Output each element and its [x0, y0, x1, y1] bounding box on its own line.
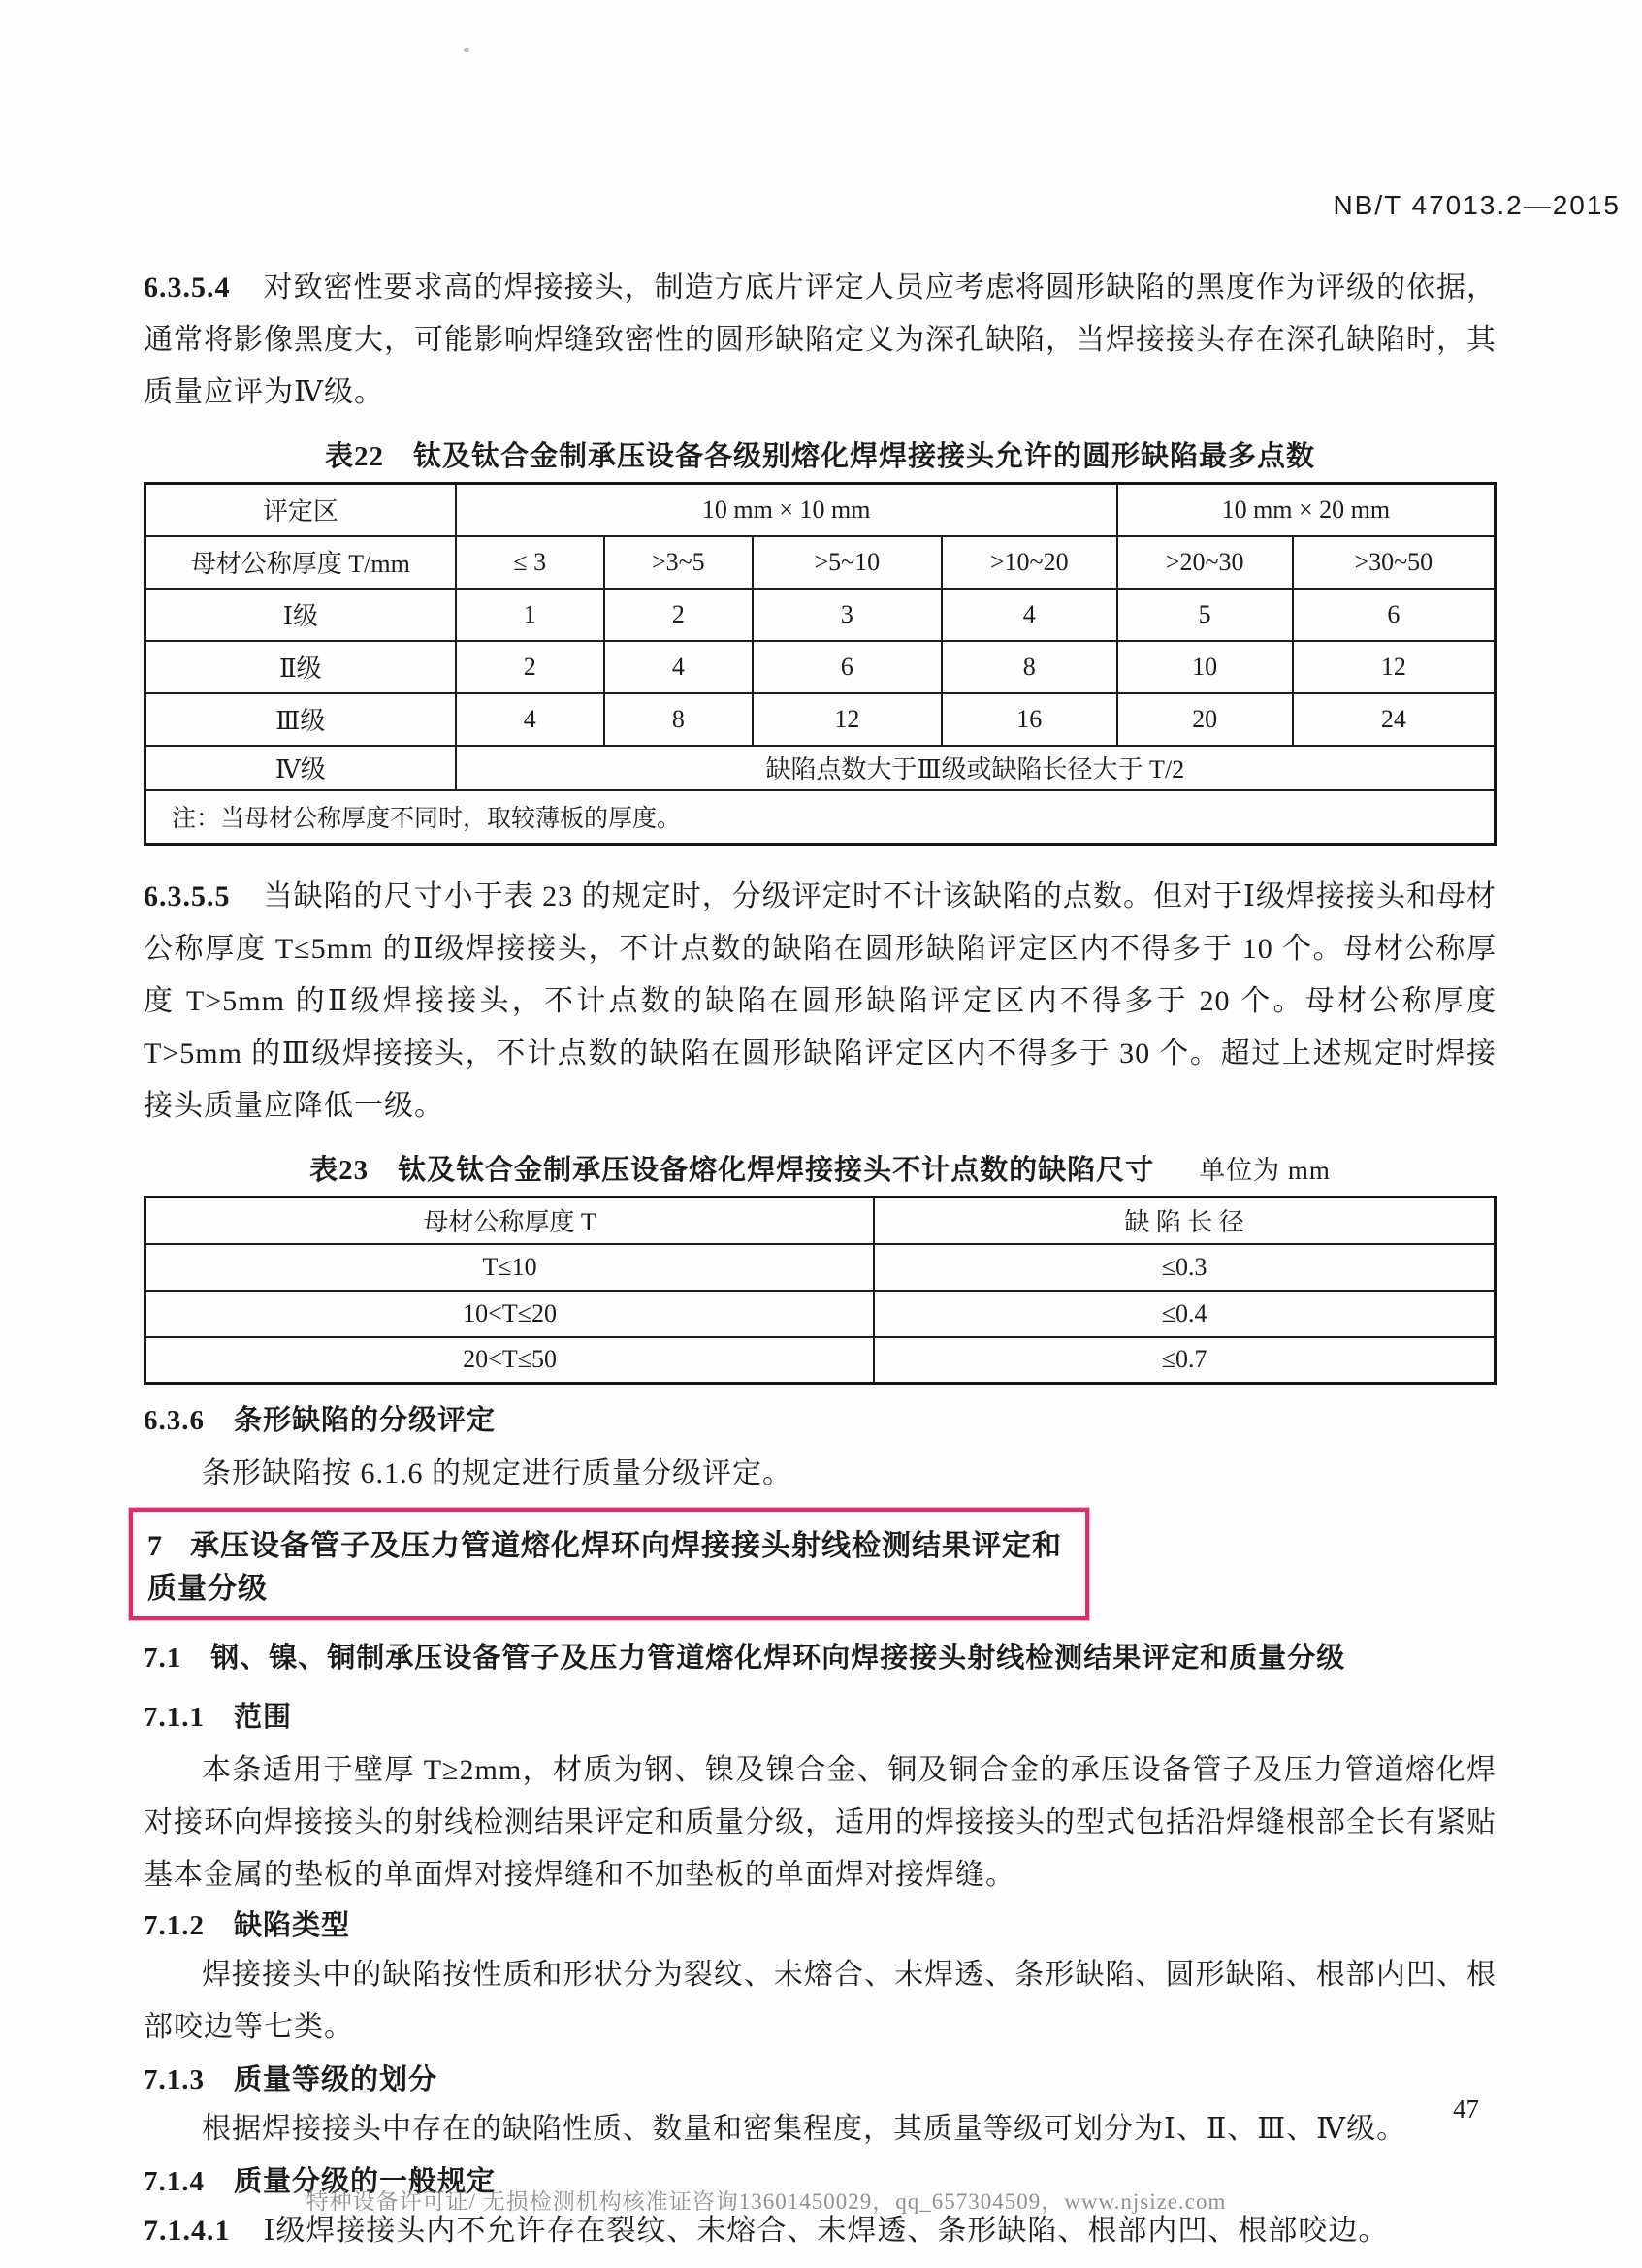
table-cell: 8 [942, 641, 1117, 693]
table-row [145, 1337, 1496, 1384]
table-cell: 16 [942, 693, 1117, 746]
table22-header-row-2 [145, 536, 1496, 589]
clause-712-body: 焊接接头中的缺陷按性质和形状分为裂纹、未熔合、未焊透、条形缺陷、圆形缺陷、根部内凹、根部咬边等七类。 [144, 1959, 1497, 2043]
table22-row-grade1 [145, 589, 1496, 641]
table-cell: ≤0.3 [874, 1244, 1495, 1291]
table-cell: 5 [1117, 589, 1293, 641]
table22-thickness-col: >30~50 [1293, 536, 1496, 589]
table-cell: 20<T≤50 [145, 1337, 875, 1384]
clause-title: 承压设备管子及压力管道熔化焊环向焊接接头射线检测结果评定和质量分级 [147, 1530, 1062, 1605]
table-row [145, 1291, 1496, 1337]
clause-number: 6.3.5.5 [144, 880, 231, 912]
clause-number: 7.1.4.1 [144, 2215, 231, 2247]
table22-row-grade2 [145, 641, 1496, 693]
clause-number: 7.1.2 [144, 1910, 205, 1941]
table22-zone-label: 评定区 [145, 484, 456, 536]
table-cell: 4 [604, 641, 753, 693]
table23-title-line [144, 1148, 1497, 1188]
table23-col-thickness: 母材公称厚度 T [145, 1198, 875, 1244]
table-cell: 20 [1117, 693, 1293, 746]
scan-speck [464, 48, 469, 52]
grade4-criteria: 缺陷点数大于Ⅲ级或缺陷长径大于 T/2 [456, 746, 1496, 790]
grade-label: Ⅱ级 [145, 641, 456, 693]
table-cell: 4 [942, 589, 1117, 641]
clause-711-body: 本条适用于壁厚 T≥2mm，材质为钢、镍及镍合金、铜及铜合金的承压设备管子及压力管道熔化焊对接环向焊接接头的射线检测结果评定和质量分级，适用的焊接接头的型式包括沿焊缝根部全长有紧贴基本金属的垫板的单面焊对接焊缝和不加垫板的单面焊对接焊缝。 [144, 1754, 1497, 1891]
table22-thickness-col: >20~30 [1117, 536, 1293, 589]
table22-thickness-col: >5~10 [753, 536, 942, 589]
clause-number: 7.1.1 [144, 1702, 205, 1733]
clause-71-heading [144, 1636, 1497, 1676]
clause-6354-paragraph [144, 262, 1497, 419]
clause-number: 7.1 [144, 1643, 182, 1674]
clause-711-heading [144, 1695, 1497, 1735]
table23-unit: 单位为 mm [1199, 1156, 1331, 1185]
clause-title: 范围 [234, 1702, 293, 1733]
table22-group-10x20: 10 mm × 20 mm [1117, 484, 1496, 536]
clause-title: 条形缺陷的分级评定 [234, 1405, 497, 1436]
clause-title: 质量等级的划分 [234, 2064, 438, 2095]
grade-label: Ⅳ级 [145, 746, 456, 790]
clause-number: 6.3.6 [144, 1405, 205, 1436]
table22-note-row [145, 790, 1496, 845]
table-cell: 10<T≤20 [145, 1291, 875, 1337]
clause-text: 当缺陷的尺寸小于表 23 的规定时，分级评定时不计该缺陷的点数。但对于Ⅰ级焊接接头和母材公称厚度 T≤5mm 的Ⅱ级焊接接头，不计点数的缺陷在圆形缺陷评定区内不得多于 10 个。母材公称厚度 T>5mm 的Ⅱ级焊接接头，不计点数的缺陷在圆形缺陷评定区内不得多于 20 个。母材公称厚度 T>5mm 的Ⅲ级焊接接头，不计点数的缺陷在圆形缺陷评定区内不得多于 30 个。超过上述规定时焊接接头质量应降低一级。 [144, 880, 1497, 1122]
clause-number: 7.1.3 [144, 2064, 205, 2095]
page-number: 47 [1453, 2094, 1479, 2124]
clause-7-heading-box [129, 1508, 1089, 1620]
clause-title: 质量分级的一般规定 [234, 2166, 497, 2197]
table22-row-grade3 [145, 693, 1496, 746]
watermark-text: 特种设备许可证/ 无损检测机构核准证咨询13601450029，qq_657304509，www.njsize.com [306, 2189, 1227, 2214]
clause-number: 7.1.4 [144, 2166, 205, 2197]
table-cell: 12 [1293, 641, 1496, 693]
page-content [144, 262, 1497, 2257]
table23-title: 表23 钛及钛合金制承压设备熔化焊焊接接头不计点数的缺陷尺寸 [309, 1155, 1155, 1186]
table-row [145, 1244, 1496, 1291]
clause-number: 7 [147, 1530, 163, 1562]
table22-thickness-col: ≤ 3 [456, 536, 604, 589]
table-cell: 10 [1117, 641, 1293, 693]
table22 [144, 482, 1497, 846]
table-cell: 24 [1293, 693, 1496, 746]
table22-note: 注：当母材公称厚度不同时，取较薄板的厚度。 [145, 790, 1496, 845]
table22-title: 表22 钛及钛合金制承压设备各级别熔化焊焊接接头允许的圆形缺陷最多点数 [324, 441, 1315, 472]
table-cell: 6 [1293, 589, 1496, 641]
table23-header-row [145, 1198, 1496, 1244]
table-cell: 8 [604, 693, 753, 746]
table-cell: 2 [604, 589, 753, 641]
table-cell: 6 [753, 641, 942, 693]
clause-title: 缺陷类型 [234, 1910, 351, 1941]
standard-number-header: NB/T 47013.2—2015 [1333, 190, 1621, 220]
grade-label: Ⅲ级 [145, 693, 456, 746]
table22-row-grade4 [145, 746, 1496, 790]
table22-thickness-label: 母材公称厚度 T/mm [145, 536, 456, 589]
clause-number: 6.3.5.4 [144, 272, 231, 303]
grade-label: Ⅰ级 [145, 589, 456, 641]
clause-636-body: 条形缺陷按 6.1.6 的规定进行质量分级评定。 [202, 1457, 792, 1489]
clause-title: 钢、镍、铜制承压设备管子及压力管道熔化焊环向焊接接头射线检测结果评定和质量分级 [210, 1643, 1346, 1674]
table-cell: 4 [456, 693, 604, 746]
table-cell: 1 [456, 589, 604, 641]
table-cell: 2 [456, 641, 604, 693]
clause-713-body: 根据焊接接头中存在的缺陷性质、数量和密集程度，其质量等级可划分为Ⅰ、Ⅱ、Ⅲ、Ⅳ级。 [202, 2113, 1407, 2145]
table-cell: 3 [753, 589, 942, 641]
table-cell: T≤10 [145, 1244, 875, 1291]
clause-text: Ⅰ级焊接接头内不允许存在裂纹、未熔合、未焊透、条形缺陷、根部内凹、根部咬边。 [263, 2215, 1389, 2247]
table22-thickness-col: >10~20 [942, 536, 1117, 589]
table22-thickness-col: >3~5 [604, 536, 753, 589]
table22-group-10x10: 10 mm × 10 mm [456, 484, 1117, 536]
clause-712-heading [144, 1903, 1497, 1943]
clause-text: 对致密性要求高的焊接接头，制造方底片评定人员应考虑将圆形缺陷的黑度作为评级的依据，通常将影像黑度大，可能影响焊缝致密性的圆形缺陷定义为深孔缺陷，当焊接接头存在深孔缺陷时，其质量应评为Ⅳ级。 [144, 272, 1497, 408]
table-cell: 12 [753, 693, 942, 746]
table22-header-row-1 [145, 484, 1496, 536]
clause-6355-paragraph [144, 871, 1497, 1133]
table23 [144, 1196, 1497, 1385]
clause-713-heading [144, 2058, 1497, 2097]
clause-636-heading [144, 1398, 1497, 1438]
table23-col-length: 缺 陷 长 径 [874, 1198, 1495, 1244]
table-cell: ≤0.4 [874, 1291, 1495, 1337]
table-cell: ≤0.7 [874, 1337, 1495, 1384]
